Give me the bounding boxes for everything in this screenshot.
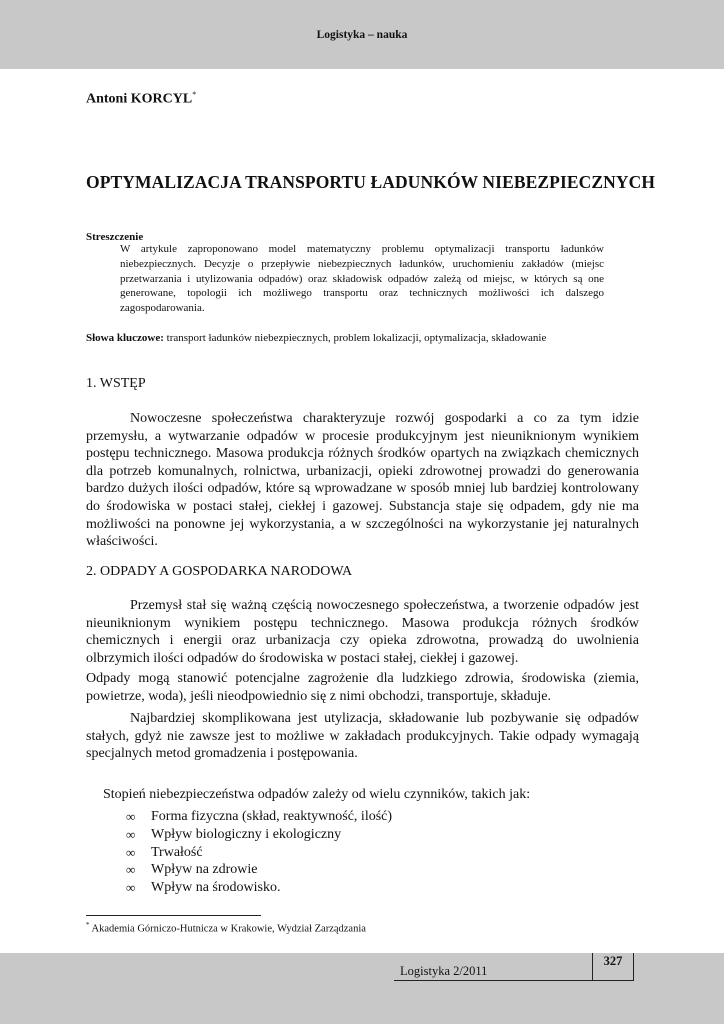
keywords-text: transport ładunków niebezpiecznych, problem lokalizacji, optymalizacja, składowanie xyxy=(163,332,547,344)
footnote xyxy=(86,921,366,935)
abstract-text: W artykule zaproponowano model matematyczny problemu optymalizacji transportu ładunków niebezpiecznych. Decyzje o przepływie niebezpiecznych ładunków, uruchomieniu zakładów (miejsc przetwarzania i utylizowania odpadów) oraz składowisk odpadów zależą od miejsc, w których są one generowane, topologii ich możliwego transportu oraz technicznych możliwości ich dalszego zagospodarowania. xyxy=(120,243,604,315)
list-item-text: Trwałość xyxy=(151,844,203,860)
footnote-mark: * xyxy=(86,921,90,929)
page-number: 327 xyxy=(592,953,634,980)
list-item-text: Wpływ biologiczny i ekologiczny xyxy=(151,826,342,842)
list-item xyxy=(126,826,392,844)
list-item-text: Forma fizyczna (skład, reaktywność, ilość) xyxy=(151,809,393,824)
keywords-label: Słowa kluczowe: xyxy=(86,332,164,344)
list-item-text: Wpływ na zdrowie xyxy=(151,862,258,878)
list-item-text: Wpływ na środowisko. xyxy=(151,880,281,896)
section-heading-2: 2. ODPADY A GOSPODARKA NARODOWA xyxy=(86,564,353,579)
section-2-paragraph-3: Najbardziej skomplikowana jest utylizacja, składowanie lub pozbywanie się odpadów stałych, gdyż nie zawsze jest to możliwe w zakładach produkcyjnych. Takie odpady wymagają specjalnych metod gromadzenia i postępowania. xyxy=(86,711,639,762)
section-2-paragraph-1: Przemysł stał się ważną częścią nowoczesnego społeczeństwa, a tworzenie odpadów jest nieuniknionym wynikiem postępu technicznego. Masowa produkcja różnych środków chemicznych i energii oraz urbanizacja czy opieka zdrowotna, prowadzą do uwolnienia olbrzymich ilości odpadów do środowiska w postaci stałej, ciekłej i gazowej. xyxy=(86,598,639,666)
section-2-paragraph-4: Stopień niebezpieczeństwa odpadów zależy od wielu czynników, takich jak: xyxy=(103,787,531,802)
author-name xyxy=(86,90,196,108)
factor-list xyxy=(126,808,392,897)
journal-issue: Logistyka 2/2011 xyxy=(400,964,488,978)
author-name-text: Antoni KORCYL xyxy=(86,91,193,107)
keywords xyxy=(86,332,546,344)
running-title: Logistyka – nauka xyxy=(316,29,408,41)
bullet-icon: ∞ xyxy=(126,844,136,860)
bullet-icon: ∞ xyxy=(126,862,136,878)
paper-title: OPTYMALIZACJA TRANSPORTU ŁADUNKÓW NIEBEZPIECZNYCH xyxy=(86,172,656,192)
list-item xyxy=(126,861,392,879)
list-item xyxy=(126,879,392,897)
author-footnote-mark: * xyxy=(192,90,197,99)
list-item xyxy=(126,808,392,826)
footnote-text: Akademia Górniczo-Hutnicza w Krakowie, Wydział Zarządzania xyxy=(89,923,366,935)
section-heading-1: 1. WSTĘP xyxy=(86,376,146,391)
section-2-paragraph-2: Odpady mogą stanowić potencjalne zagrożenie dla ludzkiego zdrowia, środowiska (ziemia, powietrze, woda), jeśli nieodpowiednio się z nimi obchodzi, transportuje, składuje. xyxy=(86,671,639,704)
list-item xyxy=(126,844,392,862)
section-1-paragraph: Nowoczesne społeczeństwa charakteryzuje rozwój gospodarki a co za tym idzie przemysłu, a wytwarzanie odpadów w procesie produkcyjnym jest nieuniknionym wynikiem postępu technicznego. Masowa produkcja różnych środków opartych na związkach chemicznych dla potrzeb komunalnych, rolnictwa, urbanizacji, opieki zdrowotnej prowadzi do generowania bardzo dużych ilości odpadów, które są wprowadzane w sposób mniej lub bardziej kontrolowany do środowiska w postaci stałej, ciekłej i gazowej. Substancja staje się odpadem, gdy nie ma możliwości na ponowne jej wykorzystania, a w szczególności na wykorzystanie jej naturalnych właściwości. xyxy=(86,411,639,550)
footnote-divider xyxy=(86,915,261,916)
bullet-icon: ∞ xyxy=(126,809,136,824)
bullet-icon: ∞ xyxy=(126,826,136,842)
abstract-heading: Streszczenie xyxy=(86,231,144,243)
bullet-icon: ∞ xyxy=(126,880,136,896)
footer-divider xyxy=(394,980,634,981)
